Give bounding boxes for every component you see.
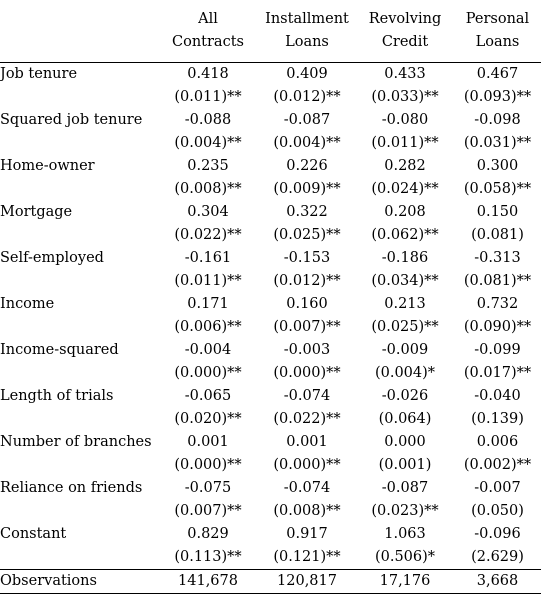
coefficient-row [0,431,541,454]
coefficient-cell: -0.074 [283,480,331,496]
coefficient-cell: -0.080 [381,112,429,128]
observations-row [0,570,541,594]
standard-error-cell: (0.506)* [374,549,436,565]
standard-error-cell: (0.008)** [273,503,341,519]
column-header-line1: Revolving [368,11,442,27]
standard-error-cell: (0.017)** [463,365,532,381]
coefficient-cell: 0.226 [286,158,328,174]
standard-error-cell: (0.025)** [273,227,341,243]
standard-error-cell: (0.093)** [463,89,532,105]
coefficient-cell: -0.026 [381,388,429,404]
coefficient-cell: 0.829 [187,526,229,542]
standard-error-row [0,270,541,293]
variable-label: Mortgage [0,204,73,220]
standard-error-cell: (0.000)** [174,457,242,473]
standard-error-cell: (0.058)** [463,181,532,197]
coefficient-row [0,109,541,132]
standard-error-cell: (0.050) [471,503,524,519]
coefficient-cell: 0.000 [384,434,426,450]
variable-label: Self-employed [0,250,104,266]
standard-error-label-blank [0,408,158,431]
standard-error-label-blank [0,86,158,109]
coefficient-row [0,155,541,178]
standard-error-label-blank [0,454,158,477]
column-header-line1: All [198,11,218,27]
coefficient-cell: 0.418 [187,66,229,82]
standard-error-cell: (0.000)** [273,365,341,381]
standard-error-cell: (0.006)** [174,319,242,335]
standard-error-row [0,132,541,155]
standard-error-cell: (2.629) [471,549,524,565]
standard-error-cell: (0.113)** [174,549,242,565]
column-header-line1: Personal [465,11,530,27]
standard-error-cell: (0.012)** [273,89,341,105]
standard-error-label-blank [0,178,158,201]
standard-error-label-blank [0,132,158,155]
standard-error-cell: (0.139) [471,411,524,427]
coefficient-cell: 0.235 [187,158,229,174]
coefficient-row [0,63,541,87]
standard-error-label-blank [0,270,158,293]
observations-label: Observations [0,570,158,594]
standard-error-cell: (0.025)** [371,319,439,335]
coefficient-cell: -0.096 [474,526,521,542]
column-header-line2: Loans [475,34,520,50]
coefficient-row [0,477,541,500]
coefficient-cell: -0.074 [283,388,331,404]
variable-label: Constant [0,526,67,542]
standard-error-label-blank [0,362,158,385]
variable-label: Squared job tenure [0,112,143,128]
table-header [0,0,541,63]
standard-error-cell: (0.024)** [371,181,439,197]
header-blank-cell [0,0,158,63]
standard-error-cell: (0.023)** [371,503,439,519]
coefficient-cell: 0.171 [187,296,229,312]
standard-error-cell: (0.020)** [174,411,242,427]
standard-error-row [0,178,541,201]
variable-label: Length of trials [0,388,114,404]
standard-error-cell: (0.011)** [174,273,242,289]
standard-error-cell: (0.022)** [273,411,341,427]
standard-error-cell: (0.001) [378,457,432,473]
standard-error-cell: (0.031)** [463,135,532,151]
standard-error-cell: (0.007)** [273,319,341,335]
standard-error-cell: (0.008)** [174,181,242,197]
column-header-revolving-credit [356,0,454,63]
standard-error-row [0,86,541,109]
standard-error-cell: (0.000)** [174,365,242,381]
standard-error-cell: (0.081) [471,227,524,243]
coefficient-row [0,339,541,362]
standard-error-row [0,224,541,247]
variable-label: Income [0,296,55,312]
coefficient-cell: 0.150 [476,204,519,220]
coefficient-cell: -0.004 [184,342,232,358]
coefficient-cell: 0.001 [187,434,229,450]
standard-error-cell: (0.000)** [273,457,341,473]
column-header-installment-loans [258,0,356,63]
coefficient-cell: -0.075 [184,480,232,496]
column-header-line2: Loans [285,34,329,50]
coefficient-cell: -0.161 [184,250,232,266]
variable-label: Number of branches [0,434,152,450]
standard-error-label-blank [0,500,158,523]
standard-error-cell: (0.081)** [463,273,532,289]
standard-error-cell: (0.121)** [273,549,341,565]
standard-error-cell: (0.064) [378,411,432,427]
coefficient-cell: -0.088 [184,112,232,128]
coefficient-cell: 0.001 [286,434,328,450]
column-header-line1: Installment [265,11,349,27]
coefficient-cell: 0.282 [384,158,426,174]
observations-cell: 120,817 [258,570,356,594]
coefficient-cell: -0.009 [381,342,429,358]
coefficient-cell: -0.186 [381,250,429,266]
standard-error-cell: (0.011)** [174,89,242,105]
standard-error-row [0,362,541,385]
coefficient-cell: -0.098 [474,112,521,128]
standard-error-cell: (0.007)** [174,503,242,519]
coefficient-row [0,385,541,408]
coefficient-cell: -0.099 [474,342,521,358]
variable-label: Job tenure [0,66,78,82]
variable-label: Home-owner [0,158,95,174]
column-header-all-contracts [158,0,258,63]
coefficient-cell: 0.213 [384,296,426,312]
coefficient-cell: 0.433 [384,66,426,82]
standard-error-cell: (0.009)** [273,181,341,197]
coefficient-cell: 1.063 [384,526,426,542]
coefficient-cell: -0.003 [283,342,331,358]
standard-error-cell: (0.004)** [174,135,242,151]
standard-error-label-blank [0,546,158,570]
standard-error-cell: (0.004)** [273,135,341,151]
coefficient-cell: 0.917 [286,526,328,542]
standard-error-row [0,546,541,570]
standard-error-cell: (0.022)** [174,227,242,243]
coefficient-cell: 0.208 [384,204,426,220]
coefficient-cell: -0.065 [184,388,232,404]
coefficient-cell: -0.313 [474,250,521,266]
variable-label: Income-squared [0,342,119,358]
coefficient-cell: 0.732 [476,296,519,312]
standard-error-row [0,316,541,339]
standard-error-cell: (0.033)** [371,89,439,105]
standard-error-cell: (0.004)* [374,365,436,381]
standard-error-cell: (0.090)** [463,319,532,335]
table-body [0,63,541,594]
coefficient-cell: 0.467 [476,66,519,82]
standard-error-row [0,408,541,431]
coefficient-row [0,523,541,546]
column-header-line2: Contracts [172,34,244,50]
coefficient-row [0,247,541,270]
standard-error-cell: (0.011)** [371,135,439,151]
observations-cell: 17,176 [356,570,454,594]
standard-error-cell: (0.034)** [371,273,439,289]
standard-error-label-blank [0,316,158,339]
coefficient-row [0,293,541,316]
column-header-personal-loans [454,0,541,63]
variable-label: Reliance on friends [0,480,143,496]
coefficient-cell: -0.153 [283,250,331,266]
standard-error-cell: (0.012)** [273,273,341,289]
standard-error-cell: (0.002)** [463,457,532,473]
observations-cell: 3,668 [454,570,541,594]
coefficient-cell: -0.040 [474,388,521,404]
coefficient-cell: 0.304 [187,204,229,220]
coefficient-cell: 0.160 [286,296,328,312]
column-header-line2: Credit [381,34,429,50]
coefficient-cell: 0.006 [476,434,519,450]
standard-error-row [0,454,541,477]
coefficient-cell: -0.087 [283,112,331,128]
header-row [0,0,541,63]
observations-cell: 141,678 [158,570,258,594]
standard-error-row [0,500,541,523]
coefficient-cell: -0.087 [381,480,429,496]
standard-error-cell: (0.062)** [371,227,439,243]
coefficient-row [0,201,541,224]
coefficient-cell: 0.322 [286,204,328,220]
coefficient-cell: 0.300 [476,158,519,174]
standard-error-label-blank [0,224,158,247]
coefficient-cell: -0.007 [474,480,521,496]
coefficient-cell: 0.409 [286,66,328,82]
